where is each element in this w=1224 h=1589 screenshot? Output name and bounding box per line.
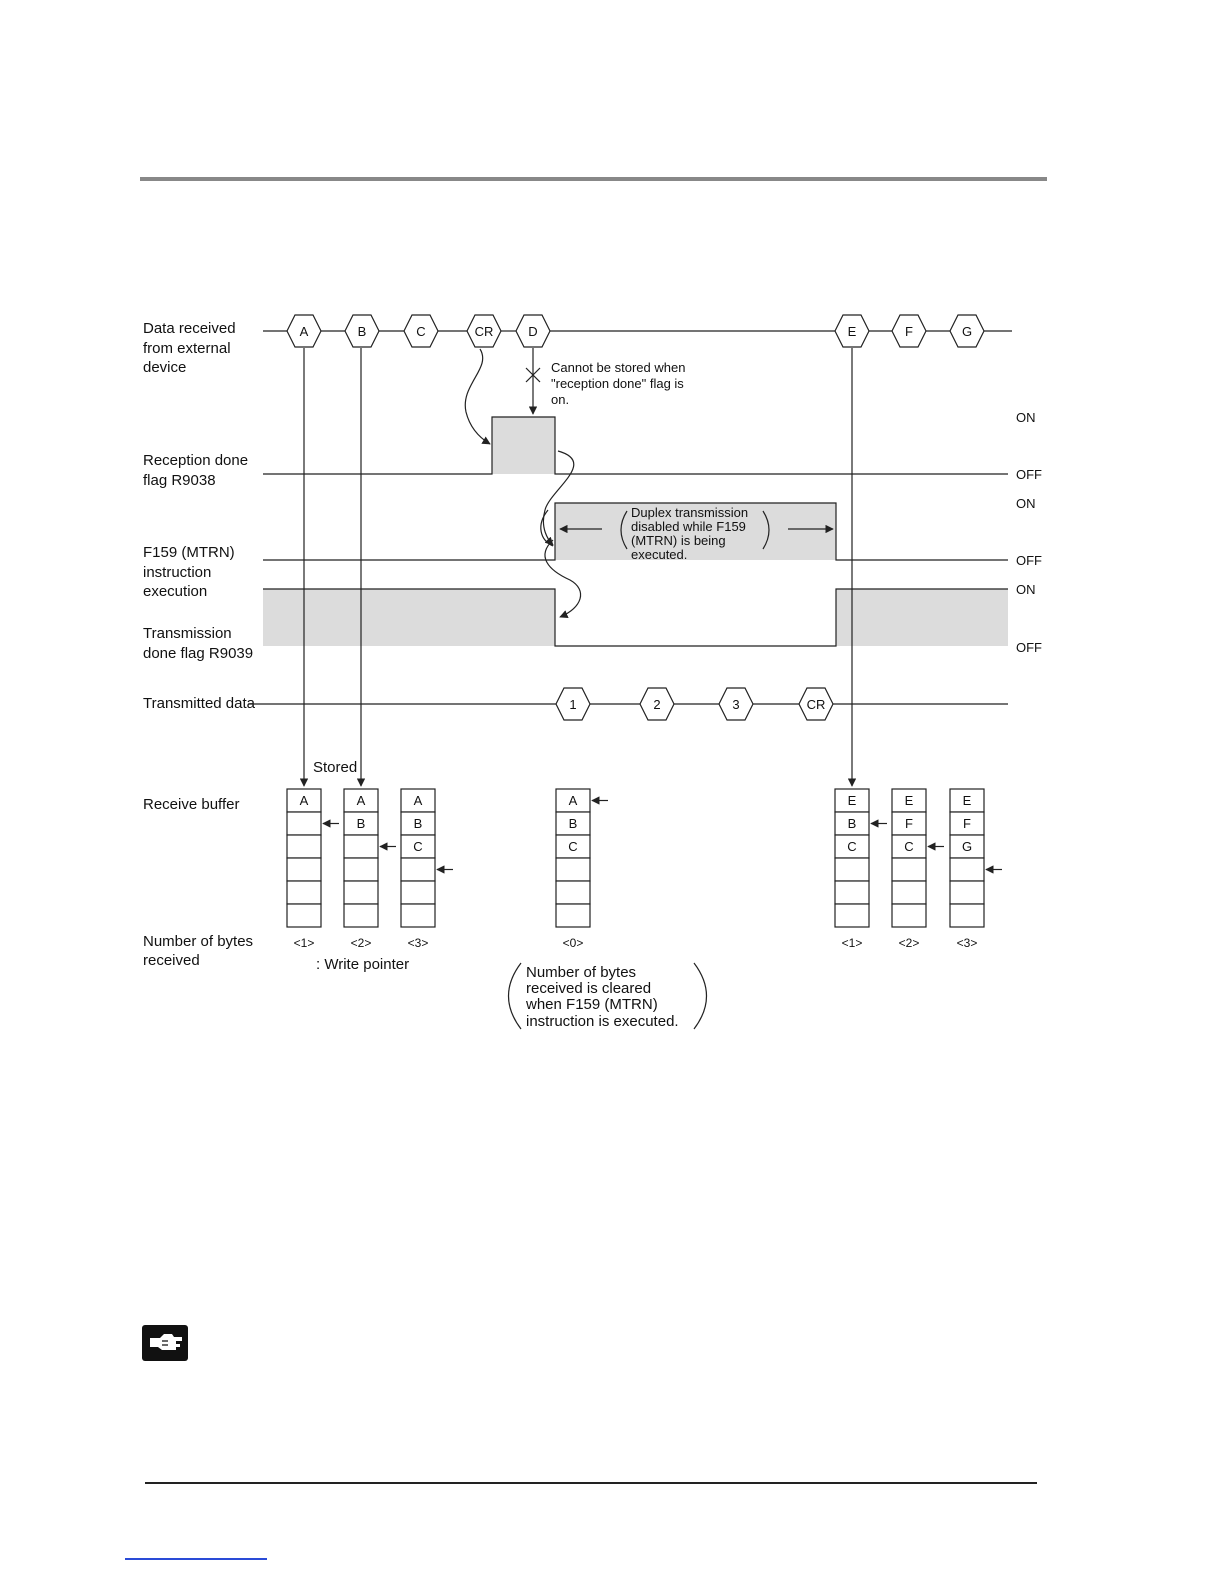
buffer-cell-value: A — [299, 793, 309, 808]
label-stored: Stored — [313, 759, 358, 776]
buffer-cell-value: B — [847, 816, 857, 831]
received-byte — [287, 315, 321, 347]
buffer-cell-value: B — [356, 816, 366, 831]
received-byte — [345, 315, 379, 347]
state-off-f159: OFF — [1016, 553, 1042, 568]
byte-label: A — [299, 324, 309, 339]
label-line: Transmission — [143, 625, 232, 642]
byte-label: CR — [474, 324, 494, 339]
buffer-cell-value: A — [413, 793, 423, 808]
buffer-cell — [892, 904, 926, 927]
note-line: disabled while F159 — [631, 519, 746, 534]
buffer-cell — [401, 858, 435, 881]
reception-flag-on-shade — [492, 417, 555, 474]
label-line: Data received — [143, 320, 236, 337]
cr-to-flag-arrow — [465, 349, 490, 444]
buffer-cell-value: E — [962, 793, 972, 808]
label-transmission-flag — [143, 625, 253, 662]
buffer-cell — [344, 835, 378, 858]
label-line: done flag R9039 — [143, 645, 254, 662]
byte-label: 1 — [569, 697, 577, 712]
receive-buffer — [835, 789, 887, 950]
received-byte — [950, 315, 984, 347]
receive-buffer — [287, 789, 339, 950]
label-line: execution — [143, 583, 208, 600]
byte-label: CR — [806, 697, 826, 712]
buffer-cell-value: E — [904, 793, 914, 808]
note-line: Number of bytes — [526, 964, 637, 981]
buffer-cell — [950, 904, 984, 927]
buffer-cell — [401, 881, 435, 904]
byte-count: <0> — [562, 936, 584, 950]
byte-count: <2> — [350, 936, 372, 950]
reception-flag-waveform — [263, 417, 1008, 474]
state-off-reception: OFF — [1016, 467, 1042, 482]
label-receive-buffer: Receive buffer — [143, 796, 240, 813]
header-rule — [140, 177, 1047, 181]
byte-label: 3 — [732, 697, 740, 712]
cleared-paren-left — [509, 963, 522, 1029]
label-reception-flag — [143, 452, 248, 489]
transmitted-byte — [640, 688, 674, 720]
note-line: (MTRN) is being — [631, 533, 726, 548]
received-byte — [467, 315, 501, 347]
byte-label: D — [528, 324, 538, 339]
label-line: F159 (MTRN) — [143, 544, 235, 561]
note-cleared — [525, 964, 679, 1030]
note-line: executed. — [631, 547, 688, 562]
buffer-cell-value: C — [904, 839, 914, 854]
pointing-hand-icon — [142, 1325, 188, 1361]
receive-buffers — [287, 789, 1002, 950]
buffer-cell — [892, 881, 926, 904]
buffer-cell — [287, 881, 321, 904]
state-off-transmission: OFF — [1016, 640, 1042, 655]
note-line: received is cleared — [526, 980, 652, 997]
byte-label: F — [905, 324, 913, 339]
buffer-cell-value: F — [905, 816, 913, 831]
buffer-cell — [892, 858, 926, 881]
buffer-cell — [950, 881, 984, 904]
receive-buffer — [556, 789, 608, 950]
received-byte — [516, 315, 550, 347]
byte-label: 2 — [653, 697, 661, 712]
buffer-cell — [556, 904, 590, 927]
footer-rule — [145, 1482, 1037, 1484]
buffer-cell — [344, 858, 378, 881]
label-line: received — [143, 952, 200, 969]
label-line: from external — [143, 340, 231, 357]
byte-count: <1> — [841, 936, 863, 950]
label-line: flag R9038 — [143, 472, 216, 489]
receive-buffer — [344, 789, 396, 950]
buffer-cell — [835, 858, 869, 881]
state-on-reception: ON — [1016, 410, 1036, 425]
label-transmitted-data: Transmitted data — [143, 695, 255, 712]
transmission-flag-shade-right — [836, 589, 1008, 646]
receive-buffer — [892, 789, 944, 950]
note-cannot-store — [551, 360, 685, 407]
buffer-cell-value: G — [961, 839, 973, 854]
cleared-paren-right — [694, 963, 707, 1029]
receive-buffer — [401, 789, 453, 950]
received-byte — [892, 315, 926, 347]
byte-label: E — [847, 324, 857, 339]
received-byte — [404, 315, 438, 347]
byte-label: C — [416, 324, 426, 339]
footer-link-underline — [125, 1558, 267, 1560]
buffer-cell-value: B — [568, 816, 578, 831]
note-line: Duplex transmission — [631, 505, 749, 520]
buffer-cell-value: F — [963, 816, 971, 831]
label-line: Reception done — [143, 452, 249, 469]
note-line: on. — [551, 392, 570, 407]
note-line: Cannot be stored when — [551, 360, 686, 375]
buffer-cell — [344, 881, 378, 904]
buffer-cell — [287, 812, 321, 835]
label-f159 — [143, 544, 235, 600]
buffer-cell — [287, 858, 321, 881]
receive-buffer — [950, 789, 1002, 950]
byte-label: G — [961, 324, 973, 339]
buffer-cell-value: C — [568, 839, 578, 854]
byte-label: B — [357, 324, 367, 339]
state-on-f159: ON — [1016, 496, 1036, 511]
buffer-cell — [287, 904, 321, 927]
buffer-cell — [556, 881, 590, 904]
label-write-pointer: : Write pointer — [316, 956, 410, 973]
state-on-transmission: ON — [1016, 582, 1036, 597]
buffer-cell — [950, 858, 984, 881]
label-line: instruction — [143, 564, 212, 581]
buffer-cell-value: C — [847, 839, 857, 854]
received-byte — [835, 315, 869, 347]
buffer-cell-value: B — [413, 816, 423, 831]
byte-count: <3> — [956, 936, 978, 950]
label-line: device — [143, 359, 187, 376]
note-line: instruction is executed. — [526, 1013, 679, 1030]
buffer-cell-value: C — [413, 839, 423, 854]
byte-count: <2> — [898, 936, 920, 950]
buffer-cell — [835, 904, 869, 927]
note-line: when F159 (MTRN) — [526, 996, 658, 1013]
buffer-cell-value: E — [847, 793, 857, 808]
transmitted-byte — [556, 688, 590, 720]
f159-to-flag-return — [541, 510, 553, 546]
label-bytes-received — [143, 933, 253, 969]
buffer-cell — [401, 904, 435, 927]
byte-count: <1> — [293, 936, 315, 950]
label-line: Number of bytes — [143, 933, 254, 950]
buffer-cell — [287, 835, 321, 858]
note-line: "reception done" flag is — [551, 376, 684, 391]
transmission-flag-shade-left — [263, 589, 555, 646]
label-data-received — [143, 320, 236, 376]
buffer-cell — [556, 858, 590, 881]
transmitted-byte — [719, 688, 753, 720]
transmitted-byte — [799, 688, 833, 720]
buffer-cell-value: A — [568, 793, 578, 808]
buffer-cell — [835, 881, 869, 904]
byte-count: <3> — [407, 936, 429, 950]
buffer-cell-value: A — [356, 793, 366, 808]
buffer-cell — [344, 904, 378, 927]
